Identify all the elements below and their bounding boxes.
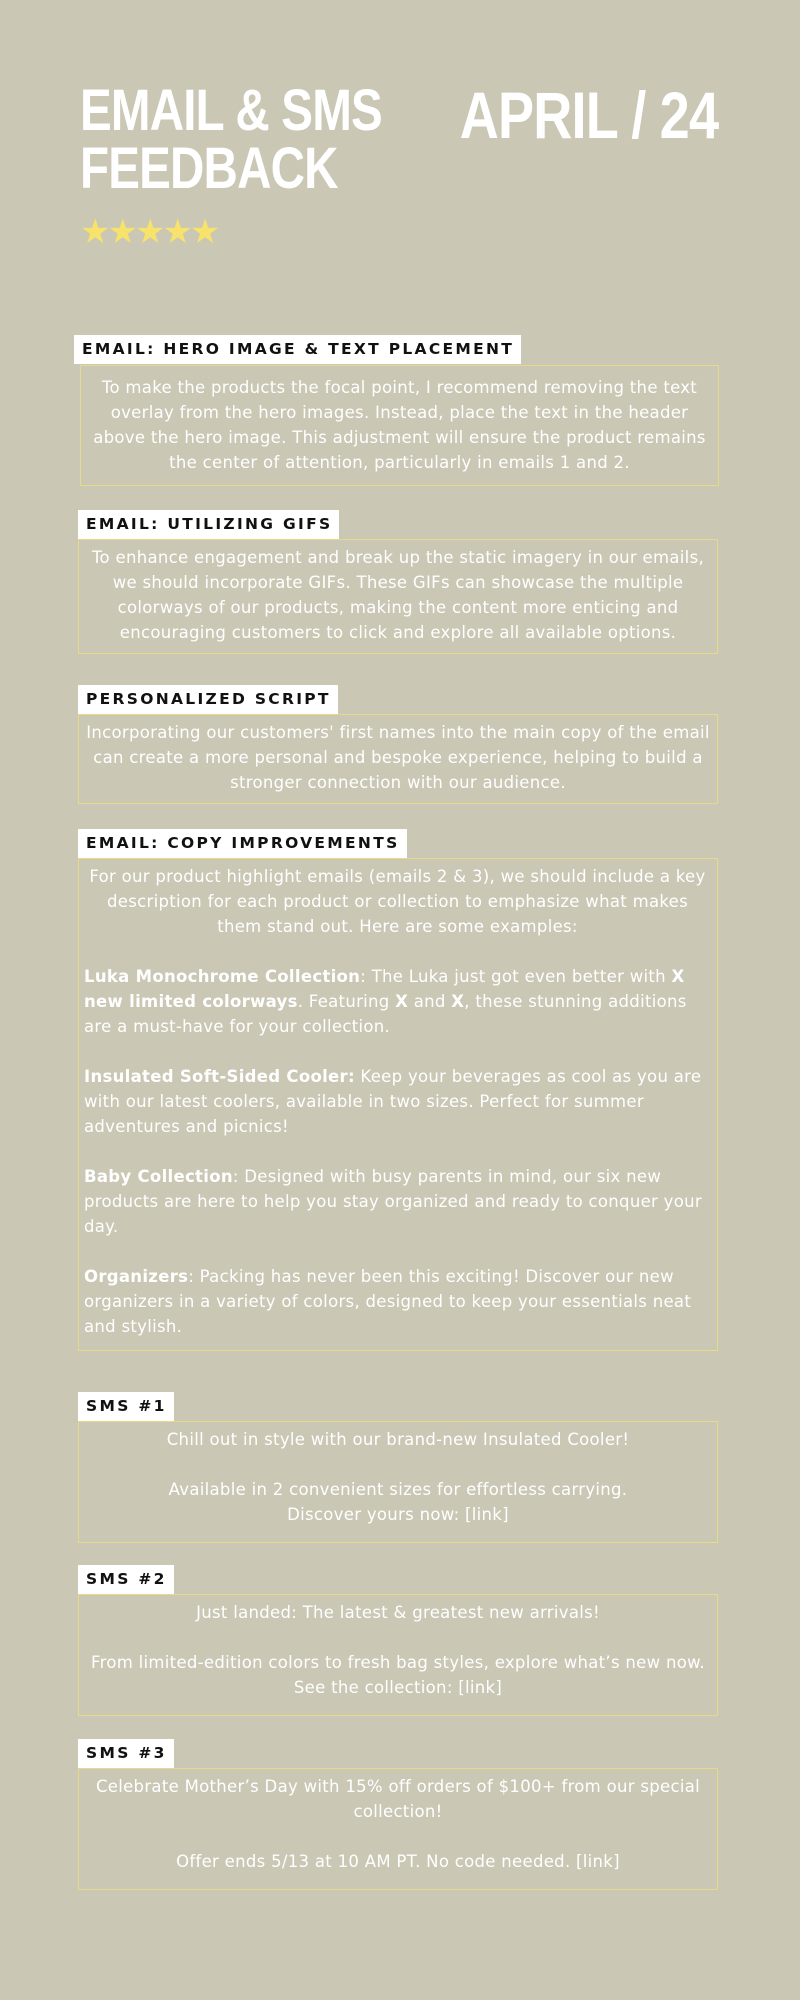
example-text: : Designed with busy parents in mind, our six new products are here to help you stay organized and ready to conquer your day. [84,1167,702,1236]
section-body [78,1421,718,1543]
section-sms-2 [78,1565,720,1717]
sms-line-2: From limited-edition colors to fresh bag styles, explore what’s new now. [91,1653,705,1672]
section-body [78,1594,718,1716]
section-copy-improvements [78,829,720,1352]
section-body [78,858,718,1351]
section-gifs [78,510,720,655]
section-text: To make the products the focal point, I recommend removing the text overlay from the hero images. Instead, place the text in the header above the hero image. This adjustment will ensure the product remains the center of attention, particularly in emails 1 and 2. [93,378,706,472]
example-luka [84,964,711,1039]
section-body [80,365,719,486]
example-name: Baby Collection [84,1167,233,1186]
section-label: SMS #3 [78,1739,174,1768]
example-bold: X new limited colorways [84,967,685,1011]
section-label: EMAIL: COPY IMPROVEMENTS [78,829,407,858]
example-bold: X [395,992,409,1011]
section-label: PERSONALIZED SCRIPT [78,685,338,714]
example-bold: X [451,992,465,1011]
section-hero-image [74,335,720,486]
example-name: Luka Monochrome Collection [84,967,361,986]
example-baby [84,1164,711,1239]
section-label: EMAIL: HERO IMAGE & TEXT PLACEMENT [74,335,521,364]
sms-line-1: Just landed: The latest & greatest new arrivals! [196,1603,600,1622]
example-text: , these stunning additions are a must-have for your collection. [84,992,687,1036]
section-body [78,714,718,804]
sms-line-1: Celebrate Mother’s Day with 15% off orders of $100+ from our special collection! [95,1777,701,1821]
example-name: Organizers [84,1267,189,1286]
sms-line-2: Offer ends 5/13 at 10 AM PT. No code needed. [link] [176,1852,620,1871]
section-text: Incorporating our customers' first names into the main copy of the email can create a more personal and bespoke experience, helping to build a stronger connection with our audience. [86,723,710,792]
sms-line-3: Discover yours now: [link] [287,1505,509,1524]
section-label: SMS #1 [78,1392,174,1421]
example-text: : Packing has never been this exciting! Discover our new organizers in a variety of colors, designed to keep your essentials neat and stylish. [84,1267,692,1336]
section-body [78,539,718,654]
example-text: . Featuring [297,992,396,1011]
section-intro: For our product highlight emails (emails 2 & 3), we should include a key description for each product or collection to emphasize what makes them stand out. Here are some examples: [89,867,706,936]
example-text: and [408,992,452,1011]
section-personalized-script [78,685,720,805]
title-line-1: EMAIL & SMS [80,78,382,143]
section-sms-1 [78,1392,720,1544]
section-label: EMAIL: UTILIZING GIFS [78,510,339,539]
example-name: Insulated Soft-Sided Cooler: [84,1067,355,1086]
example-text: Keep your beverages as cool as you are with our latest coolers, available in two sizes. Perfect for summer adventures and picnics! [84,1067,702,1136]
sms-line-1: Chill out in style with our brand-new Insulated Cooler! [166,1430,630,1449]
sms-line-3: See the collection: [link] [293,1678,503,1697]
page-title [80,78,382,201]
report-date: APRIL / 24 [459,78,718,152]
example-cooler [84,1064,711,1139]
five-star-rating-icon: ★★★★★ [80,212,218,252]
section-label: SMS #2 [78,1565,174,1594]
title-line-2: FEEDBACK [80,136,338,201]
section-sms-3 [78,1739,720,1891]
example-organizers [84,1264,711,1339]
section-text: To enhance engagement and break up the static imagery in our emails, we should incorporate GIFs. These GIFs can showcase the multiple colorways of our products, making the content more enticing and encouraging customers to click and explore all available options. [91,548,705,642]
example-text: : The Luka just got even better with [360,967,672,986]
section-body [78,1768,718,1890]
sms-line-2: Available in 2 convenient sizes for effortless carrying. [168,1480,628,1499]
